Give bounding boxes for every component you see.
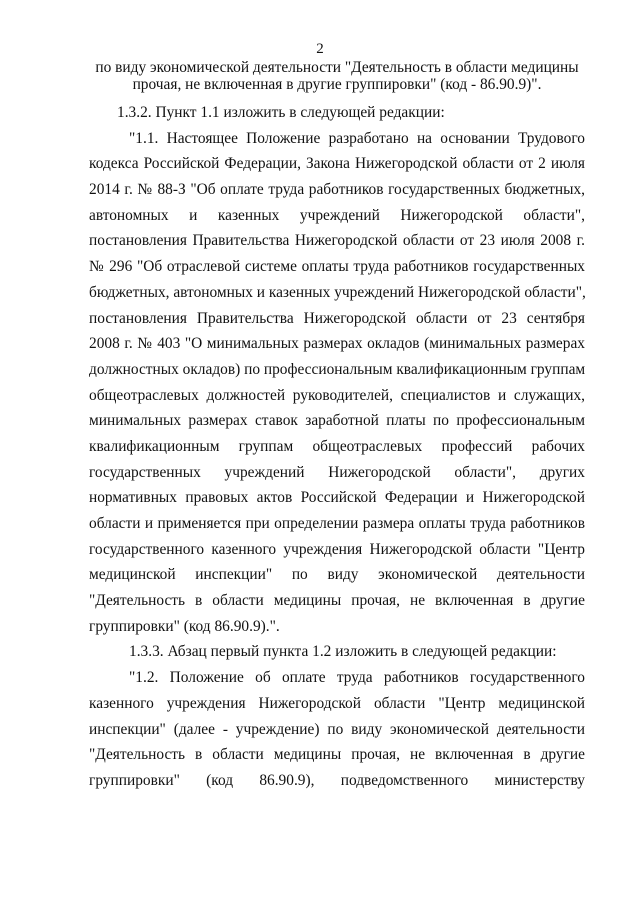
text-line: 2014 г. № 88-З "Об оплате труда работников государственных бюджетных, [89, 181, 585, 199]
text-line: прочая, не включенная в другие группировки" (код - 86.90.9)". [132, 76, 542, 93]
text-line: государственного казенного учреждения Нижегородской области "Центр [89, 540, 585, 558]
text-line: кодекса Российской Федерации, Закона Нижегородской области от 2 июля [89, 155, 585, 173]
text-line: области и применяется при определении размера оплаты труда работников [89, 515, 585, 532]
text-line: казенного учреждения Нижегородской области "Центр медицинской [89, 694, 585, 712]
text-line: государственных учреждений Нижегородской области", других [89, 463, 585, 481]
text-line: 1.3.3. Абзац первый пункта 1.2 изложить в следующей редакции: [129, 643, 557, 661]
page-number: 2 [316, 41, 324, 57]
text-line: "1.1. Настоящее Положение разработано на основании Трудового [129, 129, 585, 147]
text-line: должностных окладов) по профессиональным квалификационным группам [89, 360, 586, 378]
text-line: "1.2. Положение об оплате труда работников государственного [129, 669, 585, 687]
text-line: группировки" (код 86.90.9), подведомственного министерству [89, 771, 585, 789]
text-line: постановления Правительства Нижегородской области от 23 сентября [89, 309, 585, 327]
text-line: квалификационным группам общеотраслевых профессий рабочих [89, 437, 585, 455]
text-line: общеотраслевых должностей руководителей, специалистов и служащих, [89, 386, 585, 404]
text-line: № 296 "Об отраслевой системе оплаты труда работников государственных [89, 258, 585, 276]
text-line: постановления Правительства Нижегородской области от 23 июля 2008 г. [89, 232, 585, 250]
text-line: инспекции" (далее - учреждение) по виду экономической деятельности [89, 720, 585, 738]
document-body [89, 59, 585, 794]
text-line: "Деятельность в области медицины прочая, не включенная в другие [89, 592, 585, 610]
text-line: "Деятельность в области медицины прочая, не включенная в другие [89, 746, 585, 764]
text-line: нормативных правовых актов Российской Федерации и Нижегородской [89, 489, 585, 507]
text-line: медицинской инспекции" по виду экономической деятельности [89, 566, 585, 584]
text-line: по виду экономической деятельности "Деятельность в области медицины [95, 59, 579, 76]
text-line: минимальных размерах ставок заработной платы по профессиональным [89, 412, 585, 430]
text-line: 1.3.2. Пункт 1.1 изложить в следующей редакции: [117, 104, 445, 121]
text-line: 2008 г. № 403 "О минимальных размерах окладов (минимальных размерах [89, 335, 585, 353]
text-line: группировки" (код 86.90.9).". [89, 617, 280, 635]
text-line: бюджетных, автономных и казенных учреждений Нижегородской области", [89, 283, 586, 301]
text-line: автономных и казенных учреждений Нижегородской области", [89, 206, 585, 224]
